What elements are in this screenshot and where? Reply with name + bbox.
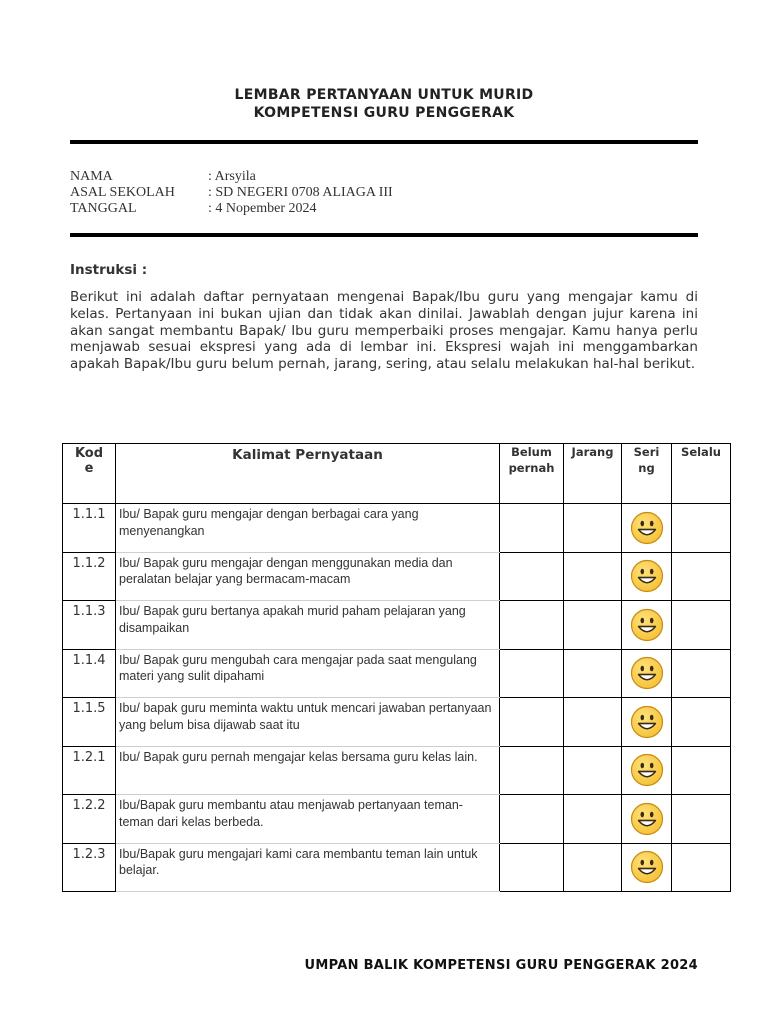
answer-cell-selalu[interactable]	[672, 504, 731, 553]
row-statement: Ibu/Bapak guru mengajari kami cara membantu teman lain untuk belajar.	[116, 843, 500, 892]
row-statement: Ibu/ Bapak guru mengubah cara mengajar pada saat mengulang materi yang sulit dipahami	[116, 649, 500, 698]
identity-block	[0, 169, 768, 219]
smiley-face-icon	[630, 608, 664, 642]
header-jarang: Jarang	[564, 444, 622, 504]
document-title-line1: LEMBAR PERTANYAAN UNTUK MURID	[234, 87, 534, 103]
answer-cell-jarang[interactable]	[564, 698, 622, 747]
row-statement: Ibu/ Bapak guru pernah mengajar kelas bersama guru kelas lain.	[116, 746, 500, 795]
questionnaire-table	[62, 443, 731, 892]
tanggal-label: TANGGAL	[70, 201, 137, 216]
instructions-heading: Instruksi :	[70, 262, 148, 278]
bottom-divider	[70, 233, 698, 237]
answer-cell-sering[interactable]	[622, 601, 672, 650]
smiley-face-icon	[630, 850, 664, 884]
answer-cell-jarang[interactable]	[564, 649, 622, 698]
answer-cell-belum-pernah[interactable]	[500, 795, 564, 844]
smiley-face-icon	[630, 559, 664, 593]
answer-cell-sering[interactable]	[622, 649, 672, 698]
answer-cell-belum-pernah[interactable]	[500, 746, 564, 795]
answer-cell-belum-pernah[interactable]	[500, 601, 564, 650]
answer-cell-jarang[interactable]	[564, 504, 622, 553]
answer-cell-sering[interactable]	[622, 698, 672, 747]
smiley-face-icon	[630, 511, 664, 545]
answer-cell-sering[interactable]	[622, 843, 672, 892]
sekolah-label: ASAL SEKOLAH	[70, 185, 175, 200]
table-row	[63, 843, 731, 892]
answer-cell-jarang[interactable]	[564, 843, 622, 892]
table-row	[63, 698, 731, 747]
answer-cell-belum-pernah[interactable]	[500, 504, 564, 553]
row-kode: 1.1.4	[63, 649, 116, 698]
row-statement: Ibu/ Bapak guru mengajar dengan menggunakan media dan peralatan belajar yang bermacam-macam	[116, 552, 500, 601]
footer-text: UMPAN BALIK KOMPETENSI GURU PENGGERAK 2024	[304, 958, 698, 973]
answer-cell-selalu[interactable]	[672, 552, 731, 601]
row-kode: 1.1.3	[63, 601, 116, 650]
sekolah-value: : SD NEGERI 0708 ALIAGA III	[208, 185, 393, 200]
row-kode: 1.1.1	[63, 504, 116, 553]
row-statement: Ibu/Bapak guru membantu atau menjawab pertanyaan teman-teman dari kelas berbeda.	[116, 795, 500, 844]
smiley-face-icon	[630, 705, 664, 739]
answer-cell-belum-pernah[interactable]	[500, 552, 564, 601]
header-sering: Sering	[622, 444, 672, 504]
answer-cell-sering[interactable]	[622, 552, 672, 601]
answer-cell-belum-pernah[interactable]	[500, 698, 564, 747]
answer-cell-selalu[interactable]	[672, 746, 731, 795]
tanggal-value: : 4 Nopember 2024	[208, 201, 317, 216]
row-kode: 1.2.3	[63, 843, 116, 892]
nama-value: : Arsyila	[208, 169, 256, 184]
row-kode: 1.2.2	[63, 795, 116, 844]
document-title-line2: KOMPETENSI GURU PENGGERAK	[253, 105, 515, 121]
answer-cell-jarang[interactable]	[564, 795, 622, 844]
top-divider	[70, 140, 698, 144]
answer-cell-jarang[interactable]	[564, 746, 622, 795]
header-kalimat: Kalimat Pernyataan	[116, 444, 500, 504]
row-kode: 1.2.1	[63, 746, 116, 795]
instructions-body: Berikut ini adalah daftar pernyataan mengenai Bapak/Ibu guru yang mengajar kamu di kelas. Pertanyaan ini bukan ujian dan tidak akan dinilai. Jawablah dengan jujur karena ini akan sangat membantu Bapak/ Ibu guru memperbaiki proses mengajar. Kamu hanya perlu menjawab sesuai ekspresi yang ada di lembar ini. Ekspresi wajah ini menggambarkan apakah Bapak/Ibu guru belum pernah, jarang, sering, atau selalu melakukan hal-hal berikut.	[70, 289, 698, 373]
nama-label: NAMA	[70, 169, 113, 184]
answer-cell-sering[interactable]	[622, 795, 672, 844]
table-row	[63, 552, 731, 601]
table-row	[63, 649, 731, 698]
answer-cell-selalu[interactable]	[672, 843, 731, 892]
smiley-face-icon	[630, 753, 664, 787]
row-statement: Ibu/ Bapak guru mengajar dengan berbagai cara yang menyenangkan	[116, 504, 500, 553]
header-selalu: Selalu	[672, 444, 731, 504]
answer-cell-jarang[interactable]	[564, 552, 622, 601]
answer-cell-belum-pernah[interactable]	[500, 843, 564, 892]
table-row	[63, 504, 731, 553]
smiley-face-icon	[630, 656, 664, 690]
answer-cell-selalu[interactable]	[672, 601, 731, 650]
row-kode: 1.1.2	[63, 552, 116, 601]
table-row	[63, 746, 731, 795]
answer-cell-belum-pernah[interactable]	[500, 649, 564, 698]
header-kode: Kode	[63, 444, 116, 504]
row-kode: 1.1.5	[63, 698, 116, 747]
table-row	[63, 601, 731, 650]
row-statement: Ibu/ Bapak guru bertanya apakah murid paham pelajaran yang disampaikan	[116, 601, 500, 650]
answer-cell-sering[interactable]	[622, 504, 672, 553]
row-statement: Ibu/ bapak guru meminta waktu untuk mencari jawaban pertanyaan yang belum bisa dijawab saat itu	[116, 698, 500, 747]
answer-cell-jarang[interactable]	[564, 601, 622, 650]
smiley-face-icon	[630, 802, 664, 836]
answer-cell-sering[interactable]	[622, 746, 672, 795]
header-belum-pernah: Belum pernah	[500, 444, 564, 504]
table-row	[63, 795, 731, 844]
answer-cell-selalu[interactable]	[672, 698, 731, 747]
answer-cell-selalu[interactable]	[672, 795, 731, 844]
answer-cell-selalu[interactable]	[672, 649, 731, 698]
